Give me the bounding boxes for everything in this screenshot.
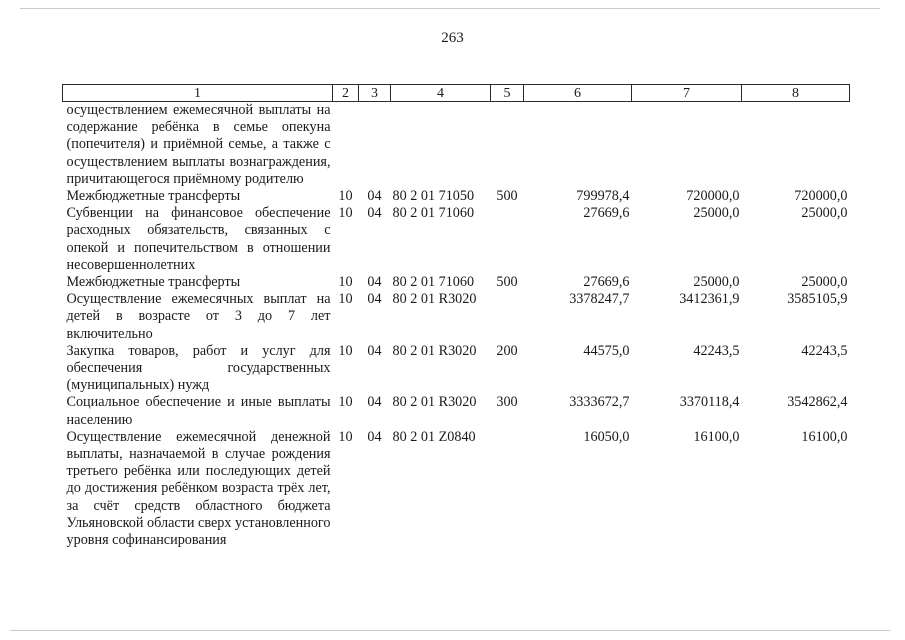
table-row [63,429,850,549]
row-amount-2: 16100,0 [693,428,740,445]
scan-noise-bottom [10,630,890,631]
header-col-7: 7 [632,85,742,102]
row-target-article [391,102,491,189]
row-amount-2: 25000,0 [693,205,740,222]
row-amount-2: 3370118,4 [679,394,740,411]
row-amount-1: 3378247,7 [569,291,630,308]
budget-table [62,84,850,549]
header-row [63,85,850,102]
row-amount-1: 27669,6 [583,274,630,291]
row-subsection [359,102,391,189]
row-subsection: 04 [367,188,382,205]
table-row [63,394,850,428]
scan-noise-top [20,8,880,9]
row-amount-2: 3412361,9 [679,291,740,308]
header-col-5: 5 [491,85,524,102]
row-name: Социальное обеспечение и иные выплаты населению [66,394,331,428]
row-section: 10 [338,428,353,445]
page-number: 263 [441,30,464,46]
row-target-article: 80 2 01 71050 [392,188,475,205]
row-expense-type [491,291,524,343]
row-amount-1: 799978,4 [576,188,630,205]
row-amount-3: 42243,5 [801,342,848,359]
row-amount-2: 25000,0 [693,274,740,291]
row-section: 10 [338,188,353,205]
row-subsection: 04 [367,205,382,222]
row-amount-1: 27669,6 [583,205,630,222]
row-name: Субвенции на финансовое обеспечение расходных обязательств, связанных с опекой и попечительством в отношении несовершеннолетних [66,205,331,273]
row-section: 10 [338,291,353,308]
row-amount-1: 44575,0 [583,342,630,359]
row-name: Осуществление ежемесячной денежной выплаты, назначаемой в случае рождения третьего ребёнка или последующих детей до достижения ребёнком возраста трёх лет, за счёт средств областного бюджета Ульяновской области сверх установленного уровня софинансирования [66,428,331,549]
row-amount-2: 42243,5 [693,342,740,359]
header-col-3: 3 [359,85,391,102]
row-section: 10 [338,274,353,291]
row-subsection: 04 [367,394,382,411]
header-col-2: 2 [333,85,359,102]
table-row [63,343,850,395]
row-expense-type [491,205,524,274]
row-amount-2 [632,102,742,189]
row-subsection: 04 [367,274,382,291]
row-expense-type: 500 [496,188,518,205]
table-body [63,102,850,550]
row-expense-type: 300 [496,394,518,411]
row-amount-2: 720000,0 [686,188,740,205]
row-section: 10 [338,394,353,411]
table-header [63,85,850,102]
row-expense-type [491,102,524,189]
row-amount-3: 3585105,9 [787,291,848,308]
header-col-4: 4 [391,85,491,102]
row-amount-3 [742,102,850,189]
row-target-article: 80 2 01 R3020 [392,291,477,308]
table-row [63,205,850,274]
row-amount-1: 16050,0 [583,428,630,445]
budget-table-container [62,84,849,549]
header-col-6: 6 [524,85,632,102]
row-subsection: 04 [367,291,382,308]
row-target-article: 80 2 01 71060 [392,274,475,291]
table-row [63,291,850,343]
table-row [63,274,850,291]
header-col-1: 1 [63,85,333,102]
row-section: 10 [338,205,353,222]
row-amount-3: 16100,0 [801,428,848,445]
row-section [333,102,359,189]
table-row [63,188,850,205]
row-target-article: 80 2 01 R3020 [392,342,477,359]
row-name: Осуществление ежемесячных выплат на детей в возрасте от 3 до 7 лет включительно [66,291,331,342]
row-name: осуществлением ежемесячной выплаты на содержание ребёнка в семье опекуна (попечителя) и приёмной семье, а также с осуществлением выплаты вознаграждения, причитающегося приёмному родителю [66,102,331,187]
row-amount-3: 25000,0 [801,274,848,291]
row-section: 10 [338,342,353,359]
row-amount-3: 720000,0 [794,188,848,205]
row-amount-1: 3333672,7 [569,394,630,411]
row-amount-3: 3542862,4 [787,394,848,411]
row-amount-1 [524,102,632,189]
row-name: Закупка товаров, работ и услуг для обеспечения государственных (муниципальных) нужд [66,342,331,394]
row-expense-type [491,429,524,549]
row-amount-3: 25000,0 [801,205,848,222]
row-subsection: 04 [367,428,382,445]
row-target-article: 80 2 01 71060 [392,205,475,222]
row-name: Межбюджетные трансферты [66,188,241,205]
row-expense-type: 200 [496,342,518,359]
row-expense-type: 500 [496,274,518,291]
row-subsection: 04 [367,342,382,359]
row-target-article: 80 2 01 Z0840 [392,428,476,445]
row-name: Межбюджетные трансферты [66,274,241,291]
table-row [63,102,850,189]
row-target-article: 80 2 01 R3020 [392,394,477,411]
header-col-8: 8 [742,85,850,102]
